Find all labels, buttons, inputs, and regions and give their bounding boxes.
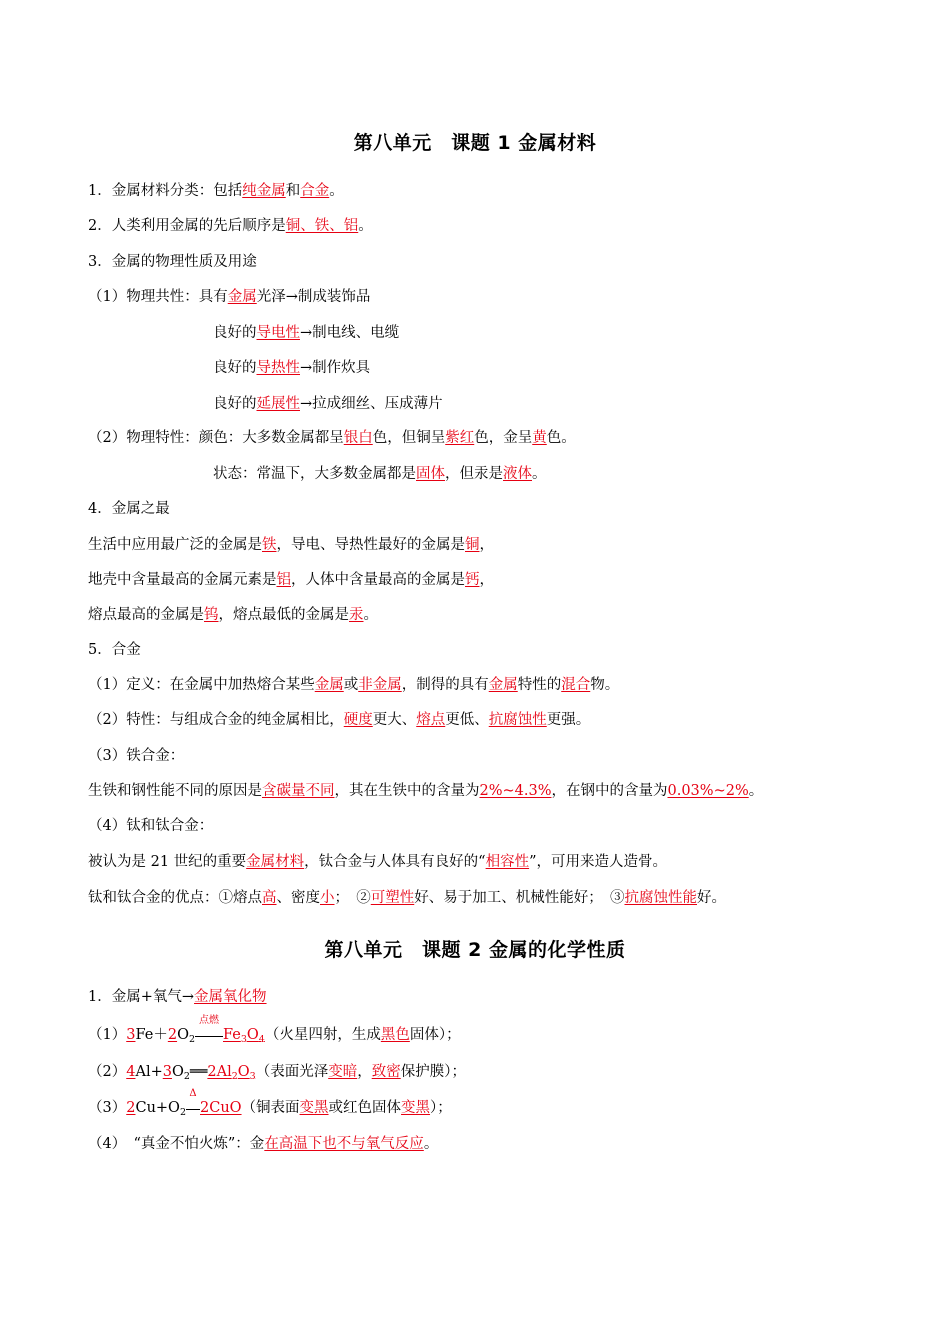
product-fe3o4: $Fe_3O_4$	[223, 1027, 265, 1045]
answer-tungsten: 钨	[204, 607, 219, 623]
answer-steel-range: 0.03%~2%	[667, 783, 749, 799]
answer-black-2: 变黑	[401, 1100, 431, 1116]
line-alloy-definition: （1）定义：在金属中加热熔合某些金属或非金属，制得的具有金属特性的混合物。	[88, 677, 620, 693]
answer-plasticity: 可塑性	[370, 890, 415, 906]
answer-solid: 固体	[416, 466, 445, 482]
line-record-2: 地壳中含量最高的金属元素是铝，人体中含量最高的金属是钙，	[88, 572, 494, 588]
product-al2o3: $2Al_2O_3$	[207, 1064, 256, 1082]
line-record-1: 生活中应用最广泛的金属是铁，导电、导热性最好的金属是铜，	[88, 537, 494, 553]
unit2-title: 第八单元 课题 2 金属的化学性质	[324, 939, 626, 961]
line-state: 状态：常温下，大多数金属都是固体，但汞是液体。	[213, 466, 547, 482]
line-gold: （4） “真金不怕火炼”：金在高温下也不与氧气反应。	[88, 1136, 439, 1152]
answer-hardness: 硬度	[343, 712, 373, 728]
answer-metal-2: 金属	[488, 677, 518, 693]
answer-metal-oxide: 金属氧化物	[194, 989, 267, 1005]
line-titanium-use: 被认为是 21 世纪的重要金属材料，钛合金与人体具有良好的“相容性”，可用来造人造骨。	[88, 854, 668, 870]
coef-fe: 3	[126, 1027, 136, 1043]
line-classification: 1．金属材料分类：包括纯金属和合金。	[88, 183, 344, 199]
section-physical-properties: 3．金属的物理性质及用途	[88, 254, 257, 270]
line-conductivity: 良好的导电性→制电线、电缆	[213, 325, 400, 341]
answer-gold-no-reaction: 在高温下也不与氧气反应	[264, 1136, 424, 1152]
answer-black-1: 变黑	[299, 1100, 329, 1116]
answer-order: 铜、铁、铝	[285, 218, 359, 234]
answer-mixture: 混合	[561, 677, 591, 693]
answer-thermal: 导热性	[256, 360, 300, 376]
line-alloy-traits: （2）特性：与组成合金的纯金属相比，硬度更大、熔点更低、抗腐蚀性更强。	[88, 712, 591, 728]
condition-heat: Δ	[186, 1098, 200, 1118]
answer-corrosion-resistance: 抗腐蚀性	[488, 712, 547, 728]
answer-purple-red: 紫红	[445, 430, 475, 446]
line-thermal: 良好的导热性→制作炊具	[213, 360, 371, 376]
line-iron-steel: 生铁和钢性能不同的原因是含碳量不同，其在生铁中的含量为2%~4.3%，在钢中的含量为0.03%~2%。	[88, 783, 764, 799]
answer-pure-metal: 纯金属	[242, 183, 286, 199]
answer-copper: 铜	[465, 537, 480, 553]
answer-high: 高	[262, 890, 277, 906]
answer-dense: 致密	[371, 1064, 401, 1080]
answer-silver-white: 银白	[343, 430, 373, 446]
answer-yellow: 黄	[532, 430, 547, 446]
answer-compatibility: 相容性	[485, 854, 530, 870]
equation-iron: $(1)3Fe+2O_2$ 点燃 $Fe_3O_4$（火星四射，生成黑色固体）；	[88, 1015, 461, 1045]
answer-nonmetal: 非金属	[358, 677, 402, 693]
answer-small: 小	[320, 890, 335, 906]
answer-metal: 金属	[227, 289, 257, 305]
answer-ductility: 延展性	[256, 396, 300, 412]
answer-alloy: 合金	[300, 183, 330, 199]
answer-aluminum: 铝	[276, 572, 291, 588]
line-common-luster: （1）物理共性：具有金属光泽→制成装饰品	[88, 289, 371, 305]
line-titanium: （4）钛和钛合金：	[88, 818, 214, 834]
product-cuo: 2CuO	[200, 1100, 242, 1116]
answer-mercury: 汞	[349, 607, 364, 623]
answer-calcium: 钙	[465, 572, 480, 588]
answer-corrosion-performance: 抗腐蚀性能	[624, 890, 697, 906]
equals-sign: ══	[189, 1064, 208, 1080]
answer-carbon-content: 含碳量不同	[262, 783, 335, 799]
unit1-title: 第八单元 课题 1 金属材料	[353, 132, 597, 154]
answer-iron: 铁	[262, 537, 277, 553]
line-usage-order: 2．人类利用金属的先后顺序是铜、铁、铝。	[88, 218, 373, 234]
equation-copper: $(3)2Cu+O_2$ Δ 2CuO（铜表面变黑或红色固体变黑）；	[88, 1088, 452, 1118]
line-titanium-advantages: 钛和钛合金的优点：①熔点高、密度小； ②可塑性好、易于加工、机械性能好； ③抗腐蚀性能好。	[88, 890, 726, 906]
coef-o2: 2	[167, 1027, 178, 1043]
section-alloy: 5．合金	[88, 642, 141, 658]
answer-dark: 变暗	[328, 1064, 358, 1080]
answer-liquid: 液体	[503, 466, 532, 482]
equation-aluminum: $(2)4Al+3O_2══2Al_2O_3$（表面光泽变暗，致密保护膜）；	[88, 1064, 466, 1082]
line-record-3: 熔点最高的金属是钨，熔点最低的金属是汞。	[88, 607, 378, 623]
line-metal-oxygen: 1．金属+氧气→金属氧化物	[88, 989, 267, 1005]
section-metal-records: 4．金属之最	[88, 501, 170, 517]
answer-black: 黑色	[380, 1027, 410, 1043]
answer-conductivity: 导电性	[256, 325, 300, 341]
coef-o2-al: 3	[162, 1064, 172, 1080]
line-color: （2）物理特性：颜色：大多数金属都呈银白色，但铜呈紫红色，金呈黄色。	[88, 430, 576, 446]
coef-cu: 2	[126, 1100, 136, 1116]
condition-ignite: 点燃	[195, 1025, 223, 1045]
line-ductility: 良好的延展性→拉成细丝、压成薄片	[213, 396, 443, 412]
line-iron-alloy: （3）铁合金：	[88, 748, 185, 764]
coef-al: 4	[126, 1064, 136, 1080]
answer-metal-1: 金属	[314, 677, 344, 693]
answer-metal-material: 金属材料	[246, 854, 305, 870]
answer-melting-point: 熔点	[416, 712, 446, 728]
answer-pig-iron-range: 2%~4.3%	[479, 783, 552, 799]
